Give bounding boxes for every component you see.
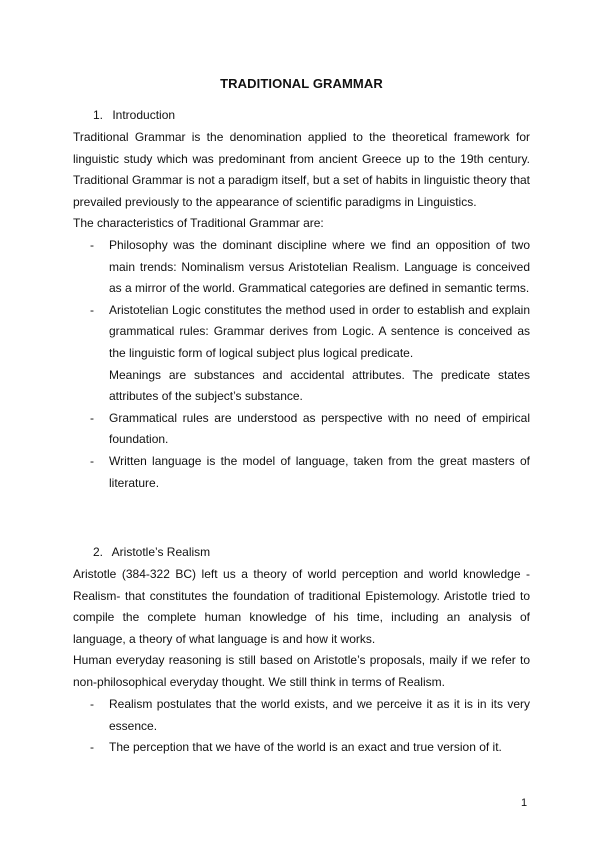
list-item-continuation: Meanings are substances and accidental attributes. The predicate states attributes of the subject’s substance. <box>109 367 530 404</box>
list-item <box>73 737 530 759</box>
section-title: Aristotle’s Realism <box>111 545 211 559</box>
list-item-text: Aristotelian Logic constitutes the method used in order to establish and explain grammatical rules: Grammar derives from Logic. A sentence is conceived as the linguistic form of logical subject plus logical predicate. <box>109 302 530 360</box>
list-item-text: Philosophy was the dominant discipline where we find an opposition of two main trends: Nominalism versus Aristotelian Realism. Language is conceived as a mirror of the world. Grammatical categories are defined in semantic terms. <box>109 238 530 296</box>
list-item <box>73 300 530 408</box>
characteristics-list <box>73 235 530 494</box>
bullet-dash: - <box>90 238 94 252</box>
realism-paragraph: Aristotle (384-322 BC) left us a theory of world perception and world knowledge -Realism- that constitutes the foundation of traditional Epistemology. Aristotle tried to compile the complete human knowledge of his time, including an analysis of language, a theory of what language is and how it works. <box>73 567 530 646</box>
bullet-dash: - <box>90 453 94 468</box>
intro-paragraph: Traditional Grammar is the denomination applied to the theoretical framework for linguistic study which was predominant from ancient Greece up to the 19th century. Traditional Grammar is not a paradigm itself, but a set of habits in linguistic theory that prevailed previously to the appearance of scientific paradigms in Linguistics. <box>73 130 530 209</box>
list-item <box>73 451 530 494</box>
list-item <box>73 235 530 300</box>
section-number: 2. <box>93 545 104 559</box>
bullet-dash: - <box>90 302 94 317</box>
realism-list <box>73 694 530 759</box>
section-title: Introduction <box>112 108 176 122</box>
section-heading-introduction <box>93 108 175 122</box>
section-number: 1. <box>93 108 104 122</box>
list-item-text: Grammatical rules are understood as perspective with no need of empirical foundation. <box>109 410 530 447</box>
section-heading-realism <box>93 545 210 559</box>
list-item-text: The perception that we have of the world is an exact and true version of it. <box>109 740 502 755</box>
characteristics-lead: The characteristics of Traditional Grammar are: <box>73 216 324 230</box>
list-item <box>73 408 530 451</box>
list-item-text: Written language is the model of language, taken from the great masters of literature. <box>109 453 530 490</box>
list-item <box>73 694 530 737</box>
document-title: TRADITIONAL GRAMMAR <box>220 76 383 91</box>
everyday-reasoning-paragraph: Human everyday reasoning is still based on Aristotle’s proposals, maily if we refer to non-philosophical everyday thought. We still think in terms of Realism. <box>73 653 530 689</box>
bullet-dash: - <box>90 740 94 755</box>
list-item-text: Realism postulates that the world exists, and we perceive it as it is in its very essence. <box>109 697 530 733</box>
bullet-dash: - <box>90 697 94 711</box>
bullet-dash: - <box>90 410 94 425</box>
page-number: 1 <box>521 797 528 809</box>
